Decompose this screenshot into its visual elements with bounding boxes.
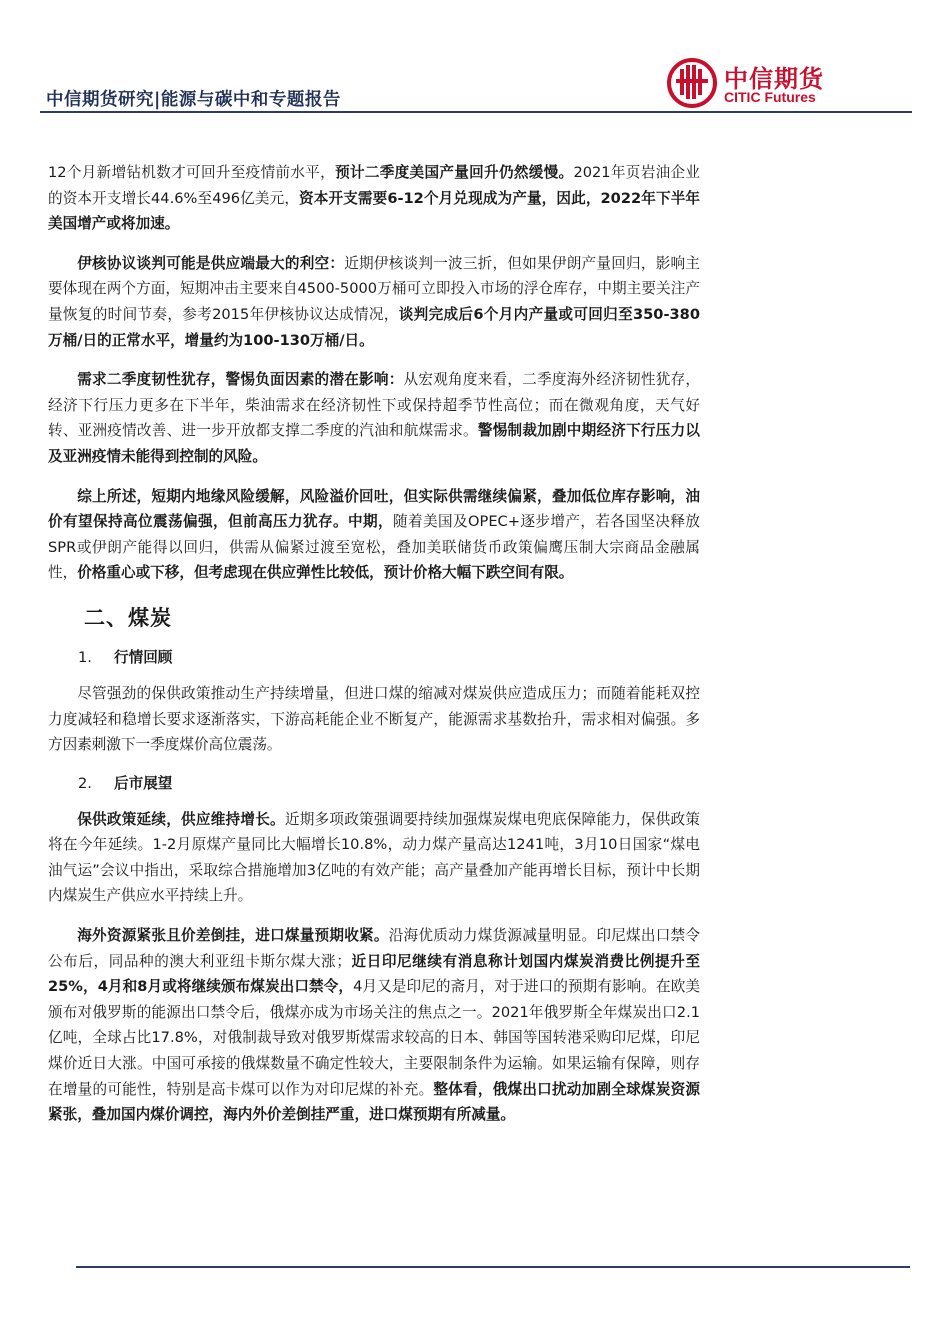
text-run-bold: 伊核协议谈判可能是供应端最大的利空： [77, 254, 345, 272]
text-run: 4月又是印尼的斋月，对于进口的预期有影响。在欧美颁布对俄罗斯的能源出口禁令后，俄煤亦成为市场关注的焦点之一。2021年俄罗斯全年煤炭出口2.1亿吨，全球占比17.8%，对俄制裁导致对俄罗斯煤需求较高的日本、韩国等国转港采购印尼煤，印尼煤价近日大涨。中国可承接的俄煤数量不确定性较大，主要限制条件为运输。如果运输有保障，则存在增量的可能性，特别是高卡煤可以作为对印尼煤的补充。 [48, 978, 700, 1098]
footer-divider [76, 1266, 910, 1268]
text-run: 随着美国及OPEC+逐步增产，若各国坚决释放SPR或伊朗产能得以回归，供需从偏紧过渡至宽松，叠加美联储货币政策偏鹰压制大宗商品金融属性， [48, 513, 700, 582]
logo-chinese-name: 中信期货 [724, 65, 824, 93]
header-divider [40, 111, 912, 113]
text-run-bold: 价格重心或下移，但考虑现在供应弹性比较低，预计价格大幅下跌空间有限。 [77, 564, 574, 582]
subsection-number: 1. [78, 648, 92, 666]
text-run: 沿海优质动力煤货源减量明显。印尼煤出口禁令公布后，同品种的澳大利亚纽卡斯尔煤大涨； [48, 927, 700, 970]
paragraph-demand [48, 367, 700, 469]
text-run: 12个月新增钻机数才可回升至疫情前水平， [48, 164, 336, 181]
subsection-outlook [78, 772, 700, 793]
text-run-bold: 近日印尼继续有消息称计划国内煤炭消费比例提升至25%，4月和8月或将继续颁布煤炭出口禁令， [48, 952, 700, 996]
text-run-bold: 保供政策延续，供应维持增长。 [77, 810, 285, 828]
logo-english-name: CITIC Futures [724, 89, 816, 105]
text-run-bold: 谈判完成后6个月内产量或可回归至350-380万桶/日的正常水平，增量约为100-130万桶/日。 [48, 305, 700, 349]
report-body [48, 160, 700, 1142]
report-title: 中信期货研究|能源与碳中和专题报告 [46, 90, 341, 110]
paragraph-oil-summary [48, 484, 700, 586]
text-run: 近期伊核谈判一波三折，但如果伊朗产量回归，影响主要体现在两个方面，短期冲击主要来自4500-5000万桶可立即投入市场的浮仓库存，中期主要关注产量恢复的时间节奏，参考2015年伊核协议达成情况， [48, 254, 700, 323]
section-title-coal: 二、煤炭 [84, 605, 172, 630]
subsection-label: 后市展望 [114, 774, 173, 792]
company-logo [666, 57, 916, 109]
paragraph-overseas-resources [48, 923, 700, 1128]
subsection-market-review [78, 646, 700, 667]
page-header [0, 0, 950, 120]
text-run-bold: 海外资源紧张且价差倒挂，进口煤量预期收紧。 [77, 927, 389, 945]
subsection-number: 2. [78, 774, 92, 792]
text-run-bold: 需求二季度韧性犹存，警惕负面因素的潜在影响： [77, 371, 404, 389]
text-run-bold: 预计二季度美国产量回升仍然缓慢。 [335, 164, 574, 181]
paragraph-us-supply [48, 160, 700, 237]
paragraph-supply-policy [48, 807, 700, 909]
paragraph-iran-deal [48, 251, 700, 353]
text-run-bold: 警惕制裁加剧中期经济下行压力以及亚洲疫情未能得到控制的风险。 [48, 422, 700, 465]
text-run-bold: 整体看，俄煤出口扰动加剧全球煤炭资源紧张，叠加国内煤价调控，海内外价差倒挂严重，进口煤预期有所减量。 [48, 1080, 700, 1124]
subsection-label: 行情回顾 [114, 648, 173, 666]
text-run: 近期多项政策强调要持续加强煤炭煤电兜底保障能力，保供政策将在今年延续。1-2月原煤产量同比大幅增长10.8%，动力煤产量高达1241吨，3月10日国家“煤电油气运”会议中指出，采取综合措施增加3亿吨的有效产能；高产量叠加产能再增长目标，预计中长期内煤炭生产供应水平持续上升。 [48, 810, 700, 905]
text-run: 从宏观角度来看，二季度海外经济韧性犹存，经济下行压力更多在下半年，柴油需求在经济韧性下或保持超季节性高位；而在微观角度，天气好转、亚洲疫情改善、进一步开放都支撑二季度的汽油和航煤需求。 [48, 371, 700, 440]
citic-logo-icon [666, 57, 718, 109]
paragraph-market-review: 尽管强劲的保供政策推动生产持续增量，但进口煤的缩减对煤炭供应造成压力；而随着能耗双控力度减轻和稳增长要求逐渐落实，下游高耗能企业不断复产，能源需求基数抬升，需求相对偏强。多方因素刺激下一季度煤价高位震荡。 [48, 684, 700, 754]
text-run: 2021年页岩油企业的资本开支增长44.6%至496亿美元， [48, 164, 700, 207]
text-run-bold: 综上所述，短期内地缘风险缓解，风险溢价回吐，但实际供需继续偏紧，叠加低位库存影响，油价有望保持高位震荡偏强，但前高压力犹存。中期， [48, 487, 700, 531]
text-run-bold: 资本开支需要6-12个月兑现成为产量，因此，2022年下半年美国增产或将加速。 [48, 189, 701, 233]
